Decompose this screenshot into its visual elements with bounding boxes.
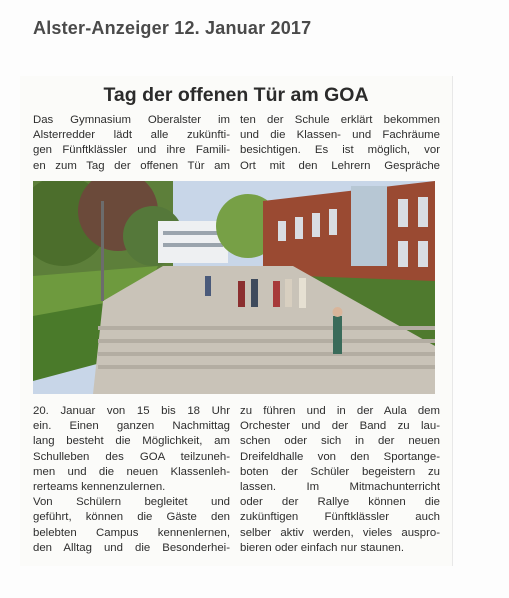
text-line: Ort mit den Lehrern Gespräche: [240, 159, 440, 172]
text-line: ein. Einen ganzen Nachmittag: [33, 420, 230, 433]
window: [329, 209, 337, 235]
person: [299, 278, 306, 308]
person: [251, 279, 258, 307]
person: [273, 281, 280, 307]
article-column-right-bottom: [240, 404, 440, 556]
step: [98, 339, 435, 343]
text-line: besichtigen. Es ist möglich, vor: [240, 144, 440, 157]
newspaper-masthead: Alster-Anzeiger 12. Januar 2017: [33, 18, 312, 38]
text-line: Von Schülern begleitet und: [33, 496, 230, 509]
text-line: Das Gymnasium Oberalster im: [33, 114, 230, 126]
person: [285, 279, 292, 307]
text-line: men und die neuen Klassenleh-: [33, 465, 230, 478]
window: [295, 217, 303, 239]
text-line: ten der Schule erklärt bekommen: [240, 114, 440, 126]
text-line: belebten Campus kennenlernen,: [33, 526, 230, 539]
person: [205, 276, 211, 296]
text-line: schen oder sich in der neuen: [240, 435, 440, 448]
text-line: Orchester und der Band zu lau-: [240, 420, 440, 433]
text-line: zukünftigen Fünftklässler auch: [240, 511, 440, 524]
window: [418, 197, 428, 227]
text-line: den Alltag und die Besonderhei-: [33, 541, 230, 554]
article-column-left-top: [33, 113, 230, 174]
step: [98, 352, 435, 356]
text-line: Alsterredder lädt alle zukünfti-: [33, 129, 230, 142]
text-line: lang besteht die Möglichkeit, am: [33, 435, 230, 448]
text-line: lassen. Im Mitmachunterricht: [240, 480, 440, 493]
text-line: gen Fünftklässler und ihre Famili-: [33, 144, 230, 157]
text-line: bieren oder einfach nur staunen.: [240, 541, 405, 554]
text-line: selber aktiv werden, vieles auspro-: [240, 526, 440, 539]
glass-stairwell: [351, 186, 387, 266]
building-window-band: [163, 231, 223, 235]
text-line: oder der Rallye können die: [240, 496, 440, 509]
step: [98, 326, 435, 330]
window: [398, 241, 408, 267]
text-line: en zum Tag der offenen Tür am: [33, 159, 230, 172]
text-line: zu führen und in der Aula dem: [240, 405, 440, 417]
window: [418, 241, 428, 267]
text-line: boten der Schüler begeistern zu: [240, 465, 440, 478]
person-head: [333, 307, 343, 317]
window: [278, 221, 286, 241]
step: [98, 365, 435, 369]
text-line: geführt, können die Gäste den: [33, 511, 230, 524]
text-line: Dreifeldhalle von den Sportange-: [240, 450, 440, 463]
text-line: und die Klassen- und Fachräume: [240, 129, 440, 142]
article-column-left-bottom: [33, 404, 230, 556]
article-headline: Tag der offenen Tür am GOA: [103, 84, 369, 106]
window: [398, 199, 408, 227]
window: [312, 213, 320, 237]
lamp-post: [101, 201, 104, 301]
person: [238, 281, 245, 307]
article-column-right-top: [240, 113, 440, 174]
text-line: rerteams kennenzulernen.: [33, 480, 166, 493]
text-line: 20. Januar von 15 bis 18 Uhr: [33, 405, 230, 417]
text-line: Schulleben des GOA teilzuneh-: [33, 450, 230, 463]
school-campus-photo: [33, 181, 435, 394]
campus-illustration: [33, 181, 435, 394]
person-on-steps: [333, 316, 342, 354]
building-window-band: [163, 243, 223, 247]
